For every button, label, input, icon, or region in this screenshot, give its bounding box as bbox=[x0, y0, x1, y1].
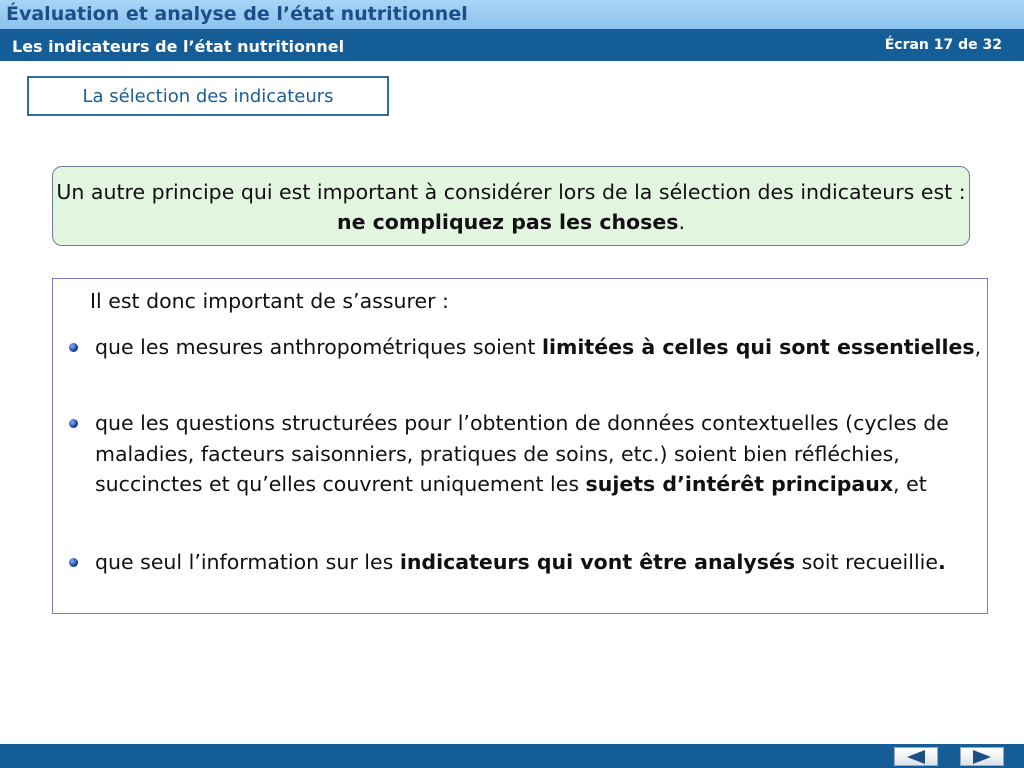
section-bar bbox=[0, 29, 1024, 61]
footer-bar bbox=[0, 744, 1024, 768]
next-button[interactable] bbox=[960, 747, 1004, 766]
content-panel bbox=[52, 278, 988, 614]
arrow-right-icon bbox=[973, 750, 991, 764]
bullet-icon bbox=[69, 558, 78, 567]
bullet-icon bbox=[69, 419, 78, 428]
app-title: Évaluation et analyse de l’état nutritionnel bbox=[6, 3, 468, 25]
list-item bbox=[95, 408, 989, 500]
list-item-text-end: , et bbox=[893, 472, 927, 496]
principle-callout bbox=[52, 166, 970, 246]
arrow-left-icon bbox=[907, 750, 925, 764]
previous-button[interactable] bbox=[894, 747, 938, 766]
content-intro: Il est donc important de s’assurer : bbox=[90, 289, 449, 313]
list-item-text-end: soit recueillie bbox=[795, 550, 938, 574]
list-item-text-start: que seul l’information sur les bbox=[95, 550, 400, 574]
principle-end: . bbox=[678, 210, 685, 234]
principle-emphasis: ne compliquez pas les choses bbox=[337, 210, 679, 234]
list-item-end-mark: . bbox=[937, 550, 946, 574]
screen-counter: Écran 17 de 32 bbox=[884, 37, 1002, 53]
bullet-icon bbox=[69, 343, 78, 352]
topic-box bbox=[27, 76, 389, 116]
list-item-text-start: que les questions structurées pour l’obtention de données contextuelles (cycles de maladies, facteurs saisonniers, pratiques de soins, etc.) soient bien réfléchies, succinctes et qu’elles couvrent uniquement les bbox=[95, 411, 949, 496]
list-item-text-end: , bbox=[974, 335, 982, 359]
list-item bbox=[95, 332, 989, 363]
list-item-text bbox=[95, 332, 989, 363]
list-item-text-start: que les mesures anthropométriques soient bbox=[95, 335, 542, 359]
list-item bbox=[95, 547, 989, 578]
list-item-emphasis: sujets d’intérêt principaux bbox=[585, 472, 894, 496]
list-item-emphasis: limitées à celles qui sont essentielles bbox=[541, 335, 975, 359]
principle-text: Un autre principe qui est important à considérer lors de la sélection des indicateurs est : bbox=[56, 180, 966, 204]
list-item-text bbox=[95, 408, 989, 500]
list-item-text bbox=[95, 547, 989, 578]
title-bar bbox=[0, 0, 1024, 29]
topic-label: La sélection des indicateurs bbox=[82, 86, 334, 107]
section-title: Les indicateurs de l’état nutritionnel bbox=[12, 37, 345, 56]
list-item-emphasis: indicateurs qui vont être analysés bbox=[399, 550, 796, 574]
